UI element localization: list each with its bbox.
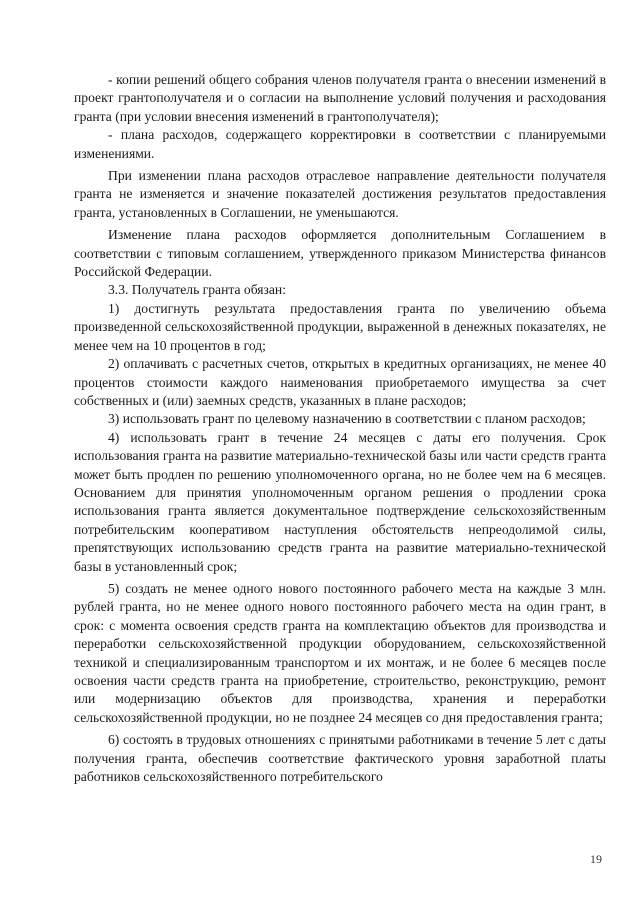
paragraph-4: Изменение плана расходов оформляется дополнительным Соглашением в соответствии с типовым соглашением, утвержденного приказом Министерства финансов Российской Федерации. xyxy=(74,227,606,280)
obligation-4: 4) использовать грант в течение 24 месяцев с даты его получения. Срок использования гранта на развитие материально-технической базы или части средств гранта может быть продлен по решению уполномоченного органа, но не более чем на 6 месяцев. Основанием для принятия уполномоченным органом решения о продлении срока использования гранта является документальное подтверждение сельскохозяйственным потребительским кооперативом наступления обстоятельств непреодолимой силы, препятствующих использованию средств гранта на развитие материально-технической базы в установленный срок; xyxy=(74,429,606,574)
obligation-2: 2) оплачивать с расчетных счетов, открытых в кредитных организациях, не менее 40 процентов стоимости каждого наименования приобретаемого имущества за счет собственных и (или) заемных средств, указанных в плане расходов; xyxy=(74,356,606,408)
obligation-3: 3) использовать грант по целевому назначению в соответствии с планом расходов; xyxy=(108,411,586,427)
paragraph-2: - плана расходов, содержащего корректировки в соответствии с планируемыми изменениями. xyxy=(74,127,606,161)
paragraph-1: - копии решений общего собрания членов получателя гранта о внесении изменений в проект грантополучателя и о согласии на выполнение условий получения и расходования гранта (при условии внесения изменений в грантополучателя); xyxy=(74,72,606,124)
obligation-1: 1) достигнуть результата предоставления гранта по увеличению объема произведенной сельскохозяйственной продукции, выраженной в денежных показателях, не менее чем на 10 процентов в год; xyxy=(74,300,606,353)
obligation-6: 6) состоять в трудовых отношениях с принятыми работниками в течение 5 лет с даты получения гранта, обеспечив соответствие фактического уровня заработной платы работников сельскохозяйственного потребительского xyxy=(74,732,606,785)
document-body xyxy=(74,71,606,786)
paragraph-3: При изменении плана расходов отраслевое направление деятельности получателя гранта не изменяется и значение показателей достижения результатов предоставления гранта, установленных в Соглашении, не уменьшаются. xyxy=(74,168,606,220)
page-number: 19 xyxy=(590,852,602,866)
obligation-5: 5) создать не менее одного нового постоянного рабочего места на каждые 3 млн. рублей гранта, но не менее одного нового постоянного рабочего места на один грант, в срок: с момента освоения средств гранта на комплектацию объектов для производства и переработки сельскохозяйственной продукции оборудованием, сельскохозяйственной техникой и специализированным транспортом и их монтаж, и не более 6 месяцев после освоения части средств гранта на приобретение, строительство, реконструкцию, ремонт или модернизацию объектов для производства, хранения и переработки сельскохозяйственной продукции, но не позднее 24 месяцев со дня предоставления гранта; xyxy=(74,580,606,725)
section-heading-3-3: 3.3. Получатель гранта обязан: xyxy=(108,282,286,298)
